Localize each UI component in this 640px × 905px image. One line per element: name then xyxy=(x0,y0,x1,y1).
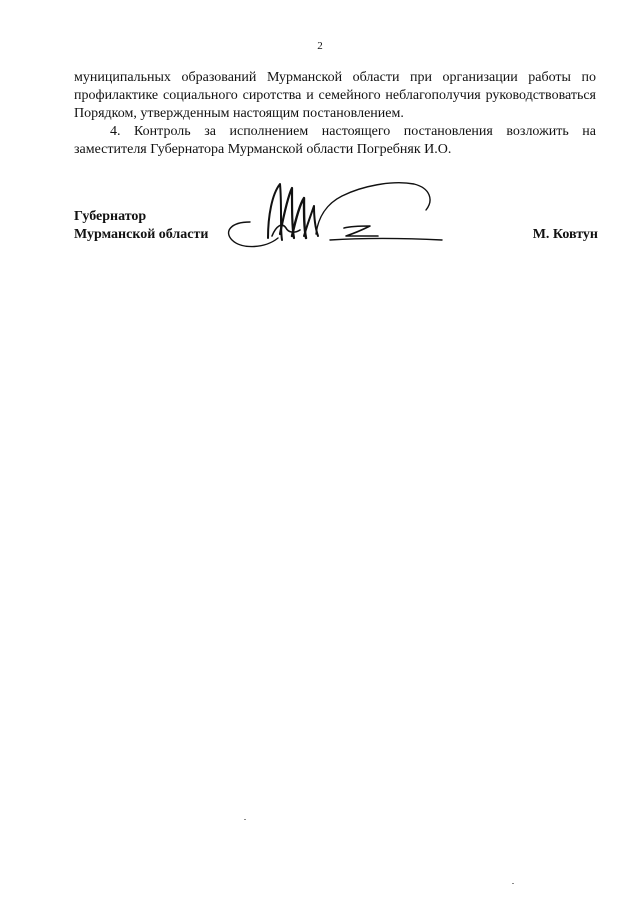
paragraph-continued: муниципальных образований Мурманской области при организации работы по профилактике социального сиротства и семейного неблагополучия руководствоваться Порядком, утвержденным настоящим постановлением. xyxy=(74,70,596,121)
signatory-position-line-1: Губернатор xyxy=(74,209,147,224)
handwritten-signature xyxy=(222,176,444,256)
scan-speck xyxy=(244,819,246,820)
scan-speck xyxy=(512,883,514,884)
document-body xyxy=(74,69,596,159)
page-number: 2 xyxy=(317,40,323,52)
signatory-position-line-2: Мурманской области xyxy=(74,227,209,242)
signatory-name: М. Ковтун xyxy=(532,227,598,242)
paragraph-control-clause: 4. Контроль за исполнением настоящего постановления возложить на заместителя Губернатора Мурманской области Погребняк И.О. xyxy=(74,124,596,157)
